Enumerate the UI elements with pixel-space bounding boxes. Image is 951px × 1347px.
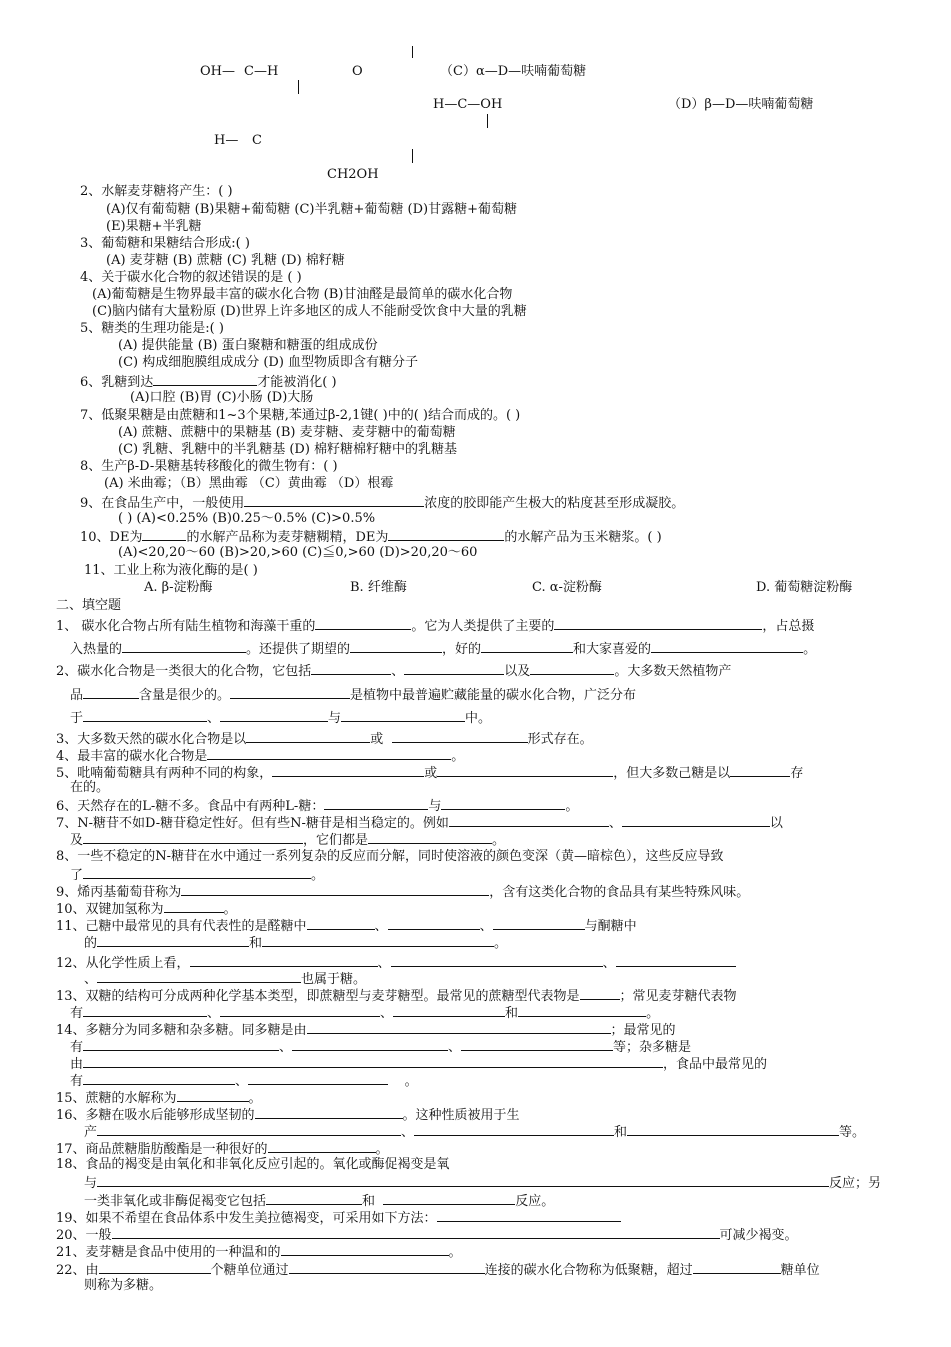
text: 22、由 [56, 1263, 99, 1278]
structure-label: CH2OH [327, 167, 379, 182]
option-d: （D）β—D—呋喃葡萄糖 [668, 97, 814, 112]
text: 、 [235, 1074, 249, 1089]
blank [292, 1038, 448, 1051]
text: 11、己糖中最常见的具有代表性的是醛糖中 [56, 919, 307, 934]
text: 、 [479, 919, 493, 934]
bond-line [298, 80, 299, 94]
blank [388, 917, 480, 930]
text: 、 [207, 1006, 221, 1021]
question-11-option-b: B. 纤维酶 [350, 580, 407, 595]
fill-11-line-2 [84, 934, 507, 952]
fill-8-line-1: 8、一些不稳定的N-糖苷在水中通过一系列复杂的反应而分解，同时使溶液的颜色变深（黄—暗棕色），这些反应导致 [56, 849, 724, 864]
question-10-text: 的水解产品称为麦芽糖糊精，DE为 [186, 530, 389, 545]
text: 。 [223, 902, 237, 917]
text: 入热量的 [70, 642, 123, 657]
blank [97, 1123, 401, 1136]
blank [651, 640, 803, 653]
blank [83, 709, 207, 722]
text: 1、 碳水化合物占所有陆生植物和海藻干重的 [56, 619, 316, 634]
text: ，它们都是 [303, 833, 369, 848]
text: 15、蔗糖的水解称为 [56, 1091, 177, 1106]
blank [246, 730, 370, 743]
text: 有 [70, 1074, 84, 1089]
text: 和 [505, 1006, 519, 1021]
blank [244, 494, 424, 507]
question-10-text: 10、DE为 [80, 530, 143, 545]
blank [449, 814, 609, 827]
question-4-options: (A)葡萄糖是生物界最丰富的碳水化合物 (B)甘油醛是最简单的碳水化合物 [92, 287, 513, 302]
text: 与 [84, 1176, 98, 1191]
text: 个糖单位通过 [210, 1263, 289, 1278]
fill-7-line-2 [70, 831, 505, 849]
text: 13、双糖的结构可分成两种化学基本类型，即蔗糖型与麦芽糖型。最常见的蔗糖型代表物是 [56, 989, 580, 1004]
text: 。 [494, 936, 508, 951]
text: 于 [70, 711, 84, 726]
blank [289, 1261, 485, 1274]
text: ；常见麦芽糖代表物 [619, 989, 737, 1004]
blank [493, 917, 585, 930]
blank [262, 934, 494, 947]
fill-16-line-2 [84, 1123, 865, 1141]
structure-label: OH— [200, 64, 235, 79]
blank [83, 686, 139, 699]
blank [392, 730, 528, 743]
text: 。它为人类提供了主要的 [411, 619, 555, 634]
text: 、 [374, 919, 388, 934]
blank [437, 1209, 621, 1222]
question-9 [80, 494, 684, 512]
blank [391, 954, 603, 967]
text: ，占总摄 [762, 619, 815, 634]
blank [307, 917, 375, 930]
text: 反应；另 [829, 1176, 882, 1191]
blank [461, 1038, 613, 1051]
blank [220, 709, 328, 722]
question-9-text: 9、在食品生产中，一般使用 [80, 496, 245, 511]
blank [83, 1072, 235, 1085]
bond-line [412, 149, 413, 163]
text: 、 [207, 711, 221, 726]
blank [266, 1192, 362, 1205]
fill-1-line-1 [56, 617, 814, 635]
blank [83, 1004, 207, 1017]
fill-22-line-1 [56, 1261, 820, 1279]
text: 和 [362, 1194, 376, 1209]
blank [350, 640, 442, 653]
fill-3 [56, 730, 593, 748]
blank [730, 764, 790, 777]
text: 21、麦芽糖是食品中使用的一种温和的 [56, 1245, 281, 1260]
text: 或 [424, 766, 438, 781]
fill-14-line-3 [70, 1055, 767, 1073]
text: 10、双键加氢称为 [56, 902, 164, 917]
fill-2-line-1 [56, 662, 731, 680]
blank [255, 1106, 403, 1119]
fill-1-line-2 [70, 640, 816, 658]
question-6-text: 才能被消化( ) [257, 375, 337, 390]
question-9-options: ( ) (A)<0.25% (B)0.25～0.5% (C)>0.5% [118, 511, 376, 526]
blank [230, 686, 350, 699]
question-7-options: (A) 蔗糖、蔗糖中的果糖基 (B) 麦芽糖、麦芽糖中的葡萄糖 [118, 425, 456, 440]
blank [441, 797, 565, 810]
question-11-option-d: D. 葡萄糖淀粉酶 [756, 580, 853, 595]
fill-18-line-1: 18、食品的褐变是由氧化和非氧化反应引起的。氧化或酶促褐变是氧 [56, 1157, 450, 1172]
text: 5、吡喃葡萄糖具有两种不同的构象， [56, 766, 273, 781]
blank [518, 1004, 646, 1017]
fill-7-line-1 [56, 814, 783, 832]
question-8-options: (A) 米曲霉；（B）黑曲霉 （C）黄曲霉 （D）根霉 [104, 476, 394, 491]
text: ，食品中最常见的 [663, 1057, 768, 1072]
blank [248, 1072, 388, 1085]
blank [272, 764, 424, 777]
text: 9、烯丙基葡萄苷称为 [56, 885, 182, 900]
blank [554, 617, 762, 630]
text: 一类非氧化或非酶促褐变它包括 [84, 1194, 267, 1209]
blank [268, 1140, 376, 1153]
blank [404, 662, 504, 675]
blank [315, 617, 411, 630]
question-11-option-c: C. α-淀粉酶 [532, 580, 602, 595]
text: 以 [769, 816, 783, 831]
question-4: 4、关于碳水化合物的叙述错误的是 ( ) [80, 270, 302, 285]
blank [177, 1089, 249, 1102]
text: 、 [602, 956, 616, 971]
text: 19、如果不希望在食品体系中发生美拉德褐变，可采用如下方法： [56, 1211, 437, 1226]
blank [324, 797, 428, 810]
blank [97, 1174, 829, 1187]
blank [627, 1123, 839, 1136]
text: 、 [608, 816, 622, 831]
text: 中。 [465, 711, 492, 726]
structure-label: C—H [244, 64, 279, 79]
text: 。 [404, 1074, 418, 1089]
text: 。 [451, 749, 465, 764]
fill-16-line-1 [56, 1106, 520, 1124]
text: 由 [70, 1057, 84, 1072]
text: 4、最丰富的碳水化合物是 [56, 749, 208, 764]
text: 。 [311, 868, 325, 883]
text: 等；杂多糖是 [613, 1040, 692, 1055]
question-7-options: (C) 乳糖、乳糖中的半乳糖基 (D) 棉籽糖棉籽糖中的乳糖基 [118, 442, 458, 457]
fill-8-line-2 [70, 866, 324, 884]
text: 或 [370, 732, 384, 747]
text: ，含有这类化合物的食品具有某些特殊风味。 [489, 885, 750, 900]
text: 。 [492, 833, 506, 848]
fill-18-line-2 [84, 1174, 881, 1192]
bond-line [487, 114, 488, 128]
question-3-options: (A) 麦芽糖 (B) 蔗糖 (C) 乳糖 (D) 棉籽糖 [106, 253, 345, 268]
question-7: 7、低聚果糖是由蔗糖和1~3个果糖,苯通过β-2,1键( )中的( )结合而成的。( ) [80, 408, 521, 423]
structure-label: C [252, 133, 262, 148]
text: 。 [803, 642, 817, 657]
fill-13-line-1 [56, 987, 737, 1005]
option-c: （C）α—D—呋喃葡萄糖 [440, 64, 587, 79]
blank [383, 1192, 515, 1205]
blank [142, 528, 186, 541]
bond-line [412, 46, 413, 58]
question-8: 8、生产β-D-果糖基转移酸化的微生物有：( ) [80, 459, 338, 474]
fill-15 [56, 1089, 262, 1107]
blank [281, 1243, 449, 1256]
blank [83, 1055, 663, 1068]
text: 、 [448, 1040, 462, 1055]
fill-2-line-2 [70, 686, 636, 704]
section-title: 二、填空题 [56, 598, 122, 613]
text: 连接的碳水化合物称为低聚糖，超过 [484, 1263, 693, 1278]
blank [83, 831, 303, 844]
text: 。还提供了期望的 [246, 642, 351, 657]
question-11-option-a: A. β-淀粉酶 [144, 580, 213, 595]
text: 20、一般 [56, 1228, 112, 1243]
blank [388, 528, 504, 541]
fill-11-line-1 [56, 917, 637, 935]
blank [414, 1123, 614, 1136]
fill-5-line-1 [56, 764, 803, 782]
question-5: 5、糖类的生理功能是:( ) [80, 321, 224, 336]
fill-18-line-3 [84, 1192, 554, 1210]
text: 含量是很少的。 [139, 688, 231, 703]
text: 。大多数天然植物产 [614, 664, 732, 679]
text: 及 [70, 833, 84, 848]
blank [616, 954, 736, 967]
text: 与酮糖中 [584, 919, 637, 934]
fill-20 [56, 1226, 798, 1244]
text: 12、从化学性质上看， [56, 956, 190, 971]
text: ，好的 [442, 642, 482, 657]
fill-2-line-3 [70, 709, 491, 727]
text: 的 [84, 936, 98, 951]
text: 、 [391, 664, 405, 679]
text: 7、N-糖苷不如D-糖苷稳定性好。但有些N-糖苷是相当稳定的。例如 [56, 816, 449, 831]
text: 2、碳水化合物是一类很大的化合物，它包括 [56, 664, 312, 679]
text: 、 [380, 1006, 394, 1021]
fill-12-line-2 [84, 970, 366, 988]
question-10-text: 的水解产品为玉米糖浆。( ) [504, 530, 662, 545]
blank [97, 970, 301, 983]
question-3: 3、葡萄糖和果糖结合形成:( ) [80, 236, 250, 251]
text: 与 [428, 799, 442, 814]
fill-22-line-2: 则称为多糖。 [84, 1278, 163, 1293]
fill-10 [56, 900, 237, 918]
text: 和大家喜爱的 [573, 642, 652, 657]
text: 和 [249, 936, 263, 951]
text: 形式存在。 [527, 732, 593, 747]
text: 以及 [504, 664, 531, 679]
fill-21 [56, 1243, 462, 1261]
text: 。 [375, 1142, 389, 1157]
blank [622, 814, 770, 827]
question-2: 2、水解麦芽糖将产生：( ) [80, 184, 233, 199]
question-9-text: 浓度的胶即能产生极大的粘度甚至形成凝胶。 [424, 496, 685, 511]
blank [437, 764, 613, 777]
blank [97, 934, 249, 947]
text: 品 [70, 688, 84, 703]
question-11: 11、工业上称为液化酶的是( ) [84, 563, 258, 578]
text: 14、多糖分为同多糖和杂多糖。同多糖是由 [56, 1023, 307, 1038]
fill-14-line-1 [56, 1021, 676, 1039]
text: 、 [279, 1040, 293, 1055]
text: ；最常见的 [610, 1023, 676, 1038]
text: 糖单位 [780, 1263, 820, 1278]
text: 17、商品蔗糖脂肪酸酯是一种很好的 [56, 1142, 268, 1157]
text: 16、多糖在吸水后能够形成坚韧的 [56, 1108, 255, 1123]
text: 存 [790, 766, 804, 781]
blank [112, 1226, 720, 1239]
text: 。 [448, 1245, 462, 1260]
text: 有 [70, 1006, 84, 1021]
question-5-options: (A) 提供能量 (B) 蛋白聚糖和糖蛋的组成成份 [118, 338, 378, 353]
text: 。 [248, 1091, 262, 1106]
text: 。 [565, 799, 579, 814]
blank [693, 1261, 781, 1274]
fill-19 [56, 1209, 621, 1227]
blank [530, 662, 614, 675]
text: 可减少褐变。 [719, 1228, 798, 1243]
question-6-text: 6、乳糖到达 [80, 375, 154, 390]
text: 和 [614, 1125, 628, 1140]
blank [99, 1261, 211, 1274]
blank [190, 954, 378, 967]
fill-4 [56, 747, 464, 765]
blank [220, 1004, 380, 1017]
blank [83, 866, 311, 879]
text: 3、大多数天然的碳水化合物是以 [56, 732, 247, 747]
fill-13-line-2 [70, 1004, 659, 1022]
blank [307, 1021, 611, 1034]
blank [341, 709, 465, 722]
text: 了 [70, 868, 84, 883]
question-10 [80, 528, 662, 546]
question-10-options: (A)<20,20～60 (B)>20,>60 (C)≦0,>60 (D)>20,20～60 [118, 545, 478, 560]
fill-17 [56, 1140, 389, 1158]
text: 反应。 [515, 1194, 555, 1209]
blank [368, 831, 492, 844]
text: 、 [377, 956, 391, 971]
blank [481, 640, 573, 653]
fill-14-line-4 [70, 1072, 418, 1090]
structure-label: H—C—OH [433, 97, 503, 112]
blank [393, 1004, 505, 1017]
text: 产 [84, 1125, 98, 1140]
blank [122, 640, 246, 653]
structure-label: H— [214, 133, 239, 148]
question-2-options: (A)仅有葡萄糖 (B)果糖+葡萄糖 (C)半乳糖+葡萄糖 (D)甘露糖+葡萄糖 [106, 202, 517, 217]
fill-9 [56, 883, 749, 901]
text: 也属于糖。 [301, 972, 367, 987]
fill-14-line-2 [70, 1038, 691, 1056]
question-4-options: (C)脑内储有大量粉原 (D)世界上许多地区的成人不能耐受饮食中大量的乳糖 [92, 304, 527, 319]
text: 、 [84, 972, 98, 987]
question-2-options: (E)果糖+半乳糖 [106, 219, 202, 234]
text: 。这种性质被用于生 [402, 1108, 520, 1123]
text: 与 [328, 711, 342, 726]
text: 、 [401, 1125, 415, 1140]
blank [311, 662, 391, 675]
fill-6 [56, 797, 578, 815]
structure-label: O [352, 64, 363, 79]
blank [207, 747, 451, 760]
blank [164, 900, 224, 913]
text: 。 [646, 1006, 660, 1021]
question-6-options: (A)口腔 (B)胃 (C)小肠 (D)大肠 [130, 390, 314, 405]
text: ，但大多数己糖是以 [613, 766, 731, 781]
text: 6、天然存在的L-糖不多。食品中有两种L-糖： [56, 799, 325, 814]
blank [153, 373, 257, 386]
blank [580, 987, 620, 1000]
text: 等。 [839, 1125, 866, 1140]
fill-5-line-2: 在的。 [70, 780, 110, 795]
text: 是植物中最普遍贮藏能量的碳水化合物，广泛分布 [350, 688, 637, 703]
blank [181, 883, 489, 896]
question-5-options: (C) 构成细胞膜组成成分 (D) 血型物质即含有糖分子 [118, 355, 419, 370]
question-6 [80, 373, 337, 391]
text: 有 [70, 1040, 84, 1055]
blank [83, 1038, 279, 1051]
